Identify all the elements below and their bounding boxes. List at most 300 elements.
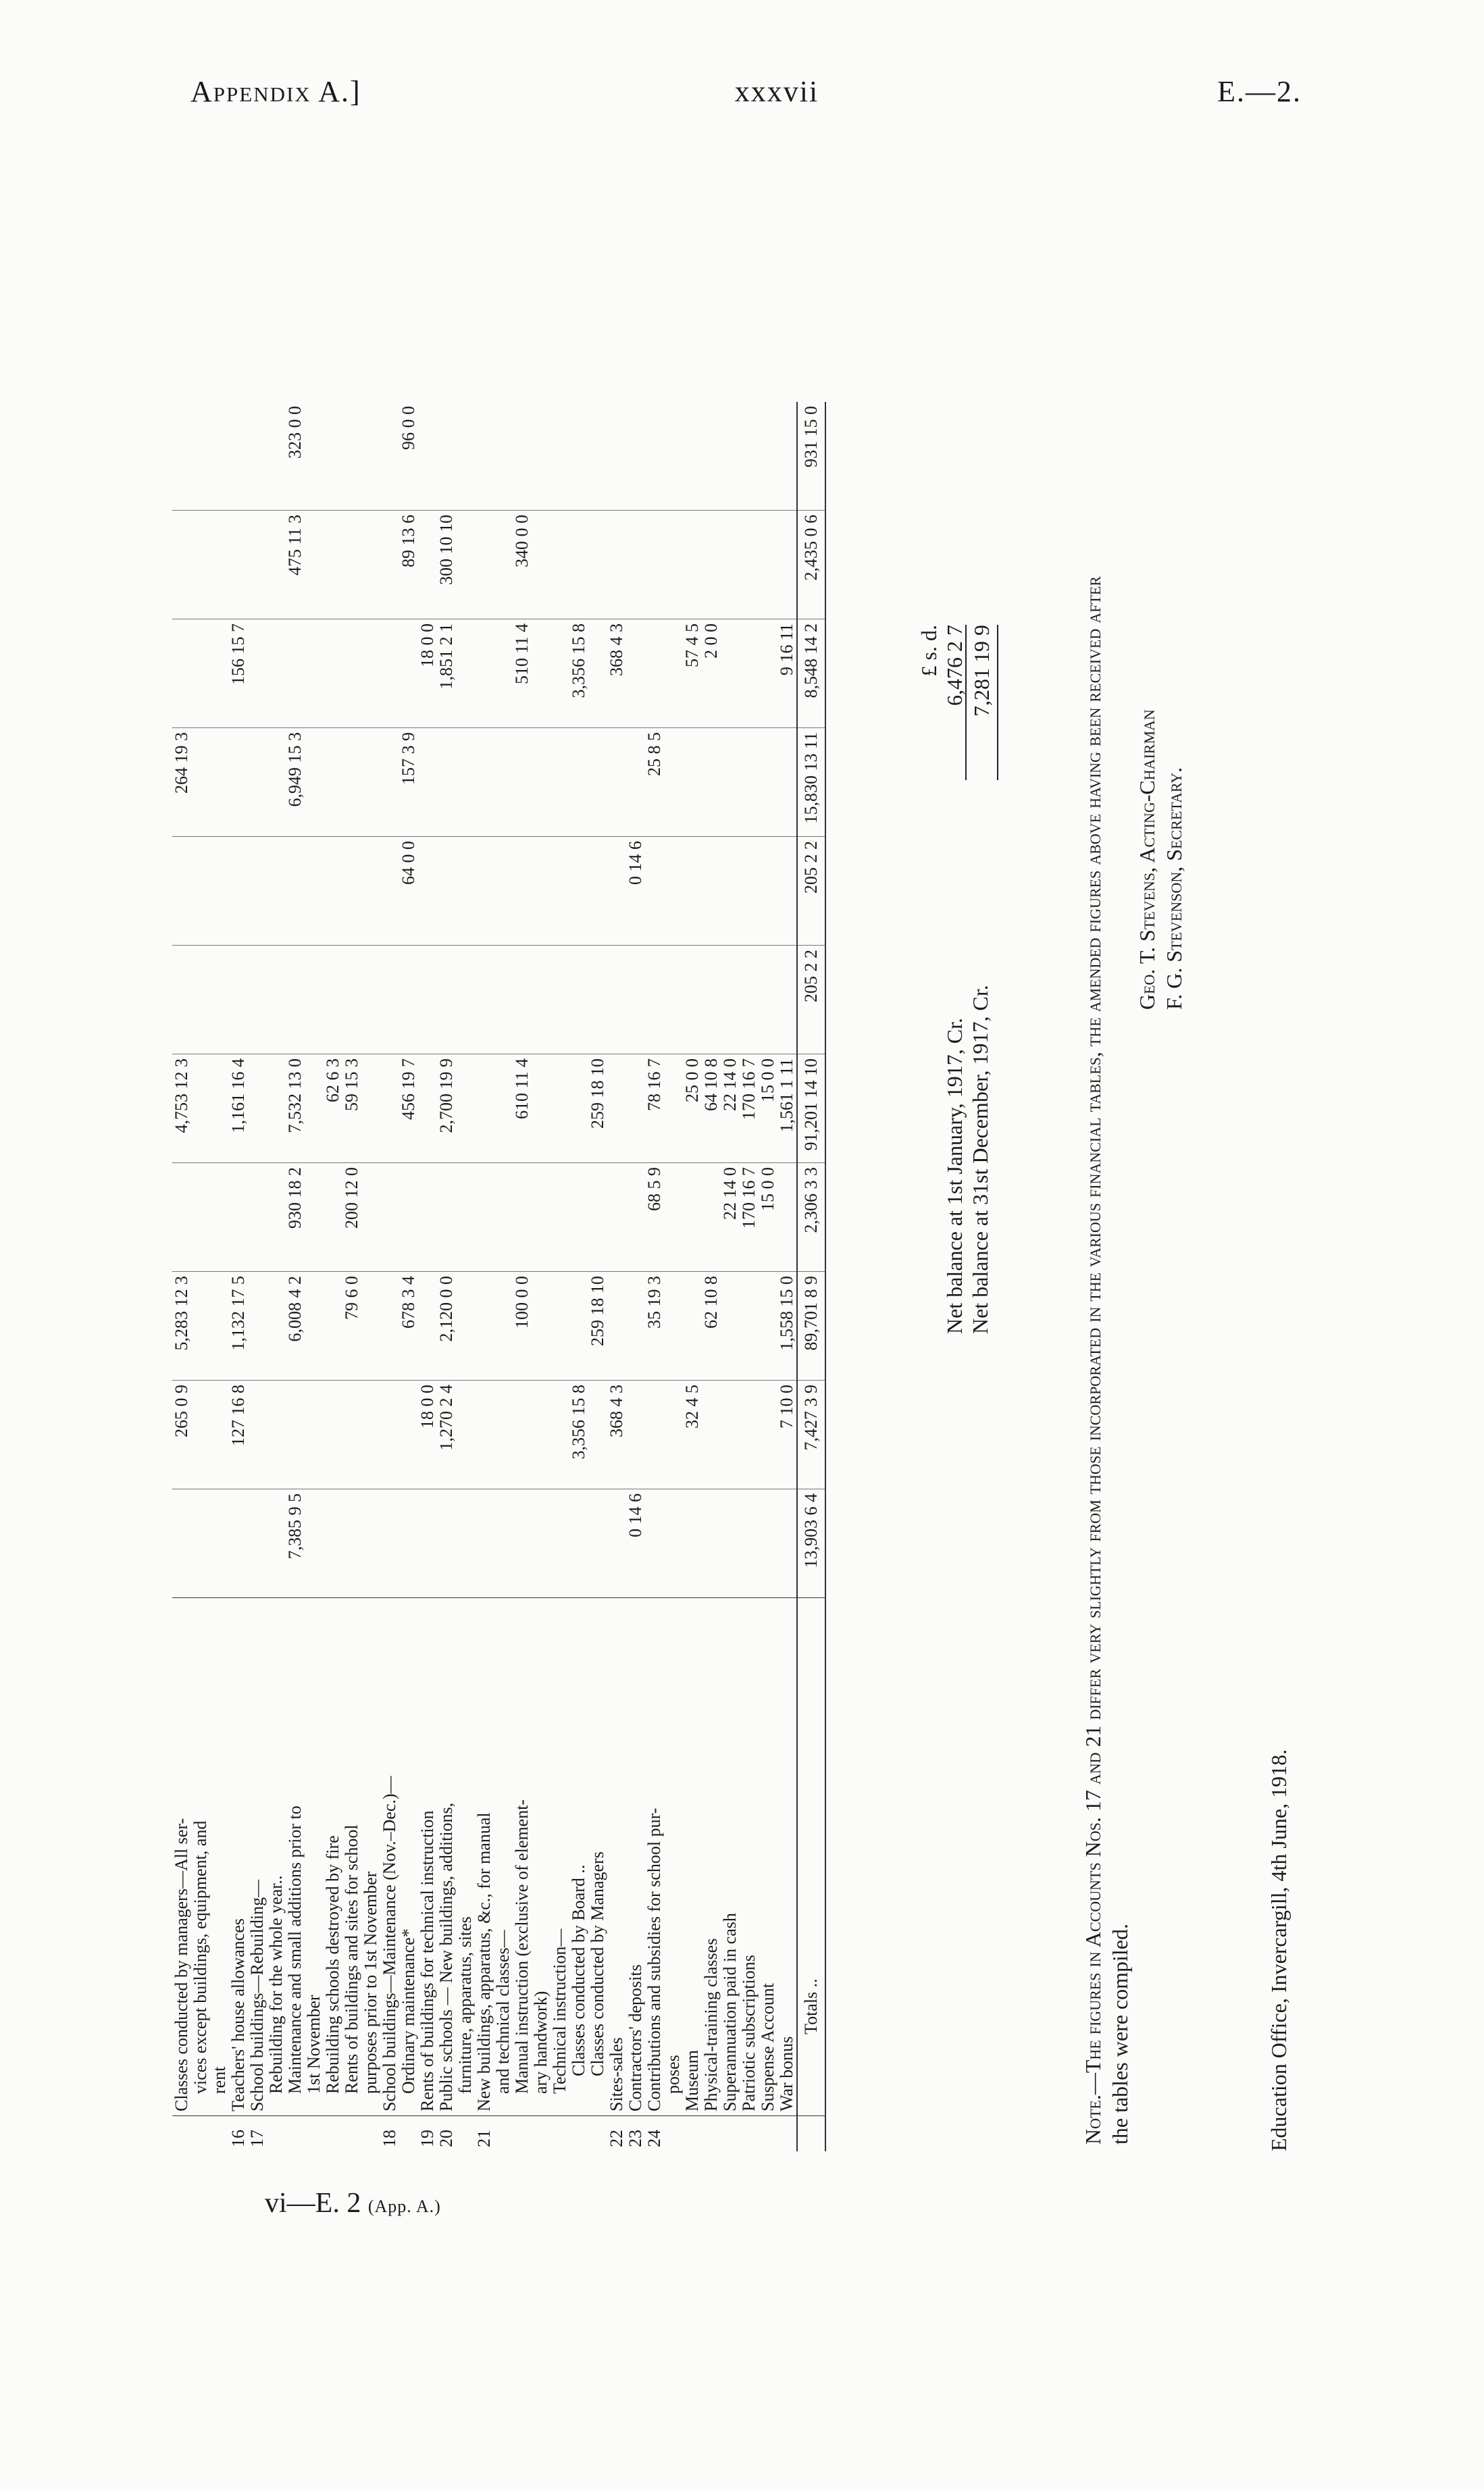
amount-cell [267, 946, 286, 1054]
amount-cell [324, 728, 342, 837]
account-description [229, 1598, 248, 2116]
amount-cell: 368 4 3 [607, 619, 626, 728]
account-number [588, 2116, 607, 2152]
account-number [759, 2116, 777, 2152]
description-text: Superannuation paid in cash [720, 1913, 740, 2111]
amount-cell [437, 1489, 456, 1598]
amount-cell [588, 619, 607, 728]
table-row [342, 402, 361, 2151]
note-line-2: the tables were compiled. [1108, 1924, 1132, 2145]
description-text: Classes conducted by Board .. [569, 1864, 588, 2076]
description-text: furniture, apparatus, sites [455, 1916, 475, 2094]
account-number [513, 2116, 532, 2152]
amount-cell [607, 402, 626, 511]
amount-cell [267, 1381, 286, 1489]
amount-cell [229, 728, 248, 837]
amount-cell [494, 1054, 513, 1163]
amount-cell: 89 13 6 [399, 511, 418, 619]
amount-cell: 18 0 0 [418, 619, 437, 728]
amount-cell: 3,356 15 8 [569, 1381, 588, 1489]
description-text: ary handwork) [531, 1991, 551, 2094]
amount-cell [248, 1163, 267, 1272]
amount-cell [569, 1489, 588, 1598]
amount-cell [342, 728, 361, 837]
totals-cell: 205 2 2 [797, 837, 825, 946]
amount-cell [210, 402, 229, 511]
amount-cell [342, 619, 361, 728]
amount-cell [740, 402, 759, 511]
totals-cell: 931 15 0 [797, 402, 825, 511]
account-number [191, 2116, 210, 2152]
amount-cell: 22 14 0 [721, 1054, 740, 1163]
totals-cell: 2,435 0 6 [797, 511, 825, 619]
account-number [399, 2116, 418, 2152]
amount-cell [626, 1272, 645, 1381]
amount-cell [721, 511, 740, 619]
amount-cell [683, 511, 702, 619]
amount-cell [267, 1272, 286, 1381]
amount-cell: 610 11 4 [513, 1054, 532, 1163]
description-text: School buildings—Rebuilding— [247, 1879, 267, 2111]
description-text: Suspense Account [758, 1983, 777, 2111]
amount-cell: 0 14 6 [626, 1489, 645, 1598]
amount-cell: 259 18 10 [588, 1272, 607, 1381]
table-row [513, 402, 532, 2151]
amount-cell [626, 511, 645, 619]
amount-cell: 15 0 0 [759, 1054, 777, 1163]
amount-cell: 259 18 10 [588, 1054, 607, 1163]
description-text: Teachers' house allowances [228, 1918, 248, 2111]
account-number: 19 [418, 2116, 437, 2152]
net-balance-1917-dec: Net balance at 31st December, 1917, Cr. [968, 985, 992, 1334]
totals-cell: 91,201 14 10 [797, 1054, 825, 1163]
table-row [248, 402, 267, 2151]
account-number [721, 2116, 740, 2152]
account-description [551, 1598, 569, 2116]
amount-cell [418, 402, 437, 511]
amount-cell [664, 1163, 683, 1272]
amount-cell [532, 1381, 551, 1489]
amount-cell [551, 511, 569, 619]
amount-cell [210, 1489, 229, 1598]
amount-cell [248, 837, 267, 946]
account-number [494, 2116, 513, 2152]
amount-cell [380, 619, 399, 728]
amount-cell [305, 1163, 324, 1272]
amount-cell [721, 619, 740, 728]
account-description [437, 1598, 456, 2116]
totals-label: Totals .. [797, 1598, 825, 2116]
amount-cell [342, 1381, 361, 1489]
amount-cell [324, 1489, 342, 1598]
amount-cell [437, 837, 456, 946]
amount-cell [361, 837, 380, 946]
amount-cell [702, 1489, 721, 1598]
description-text: Rents of buildings for technical instruction [417, 1810, 437, 2111]
amount-cell [626, 946, 645, 1054]
amount-cell: 170 16 7 [740, 1054, 759, 1163]
table-row [324, 402, 342, 2151]
amount-cell [494, 619, 513, 728]
amount-cell [759, 402, 777, 511]
amount-cell [456, 1381, 475, 1489]
amount-cell [418, 1489, 437, 1598]
account-number [210, 2116, 229, 2152]
amount-cell [361, 1163, 380, 1272]
amount-cell [191, 619, 210, 728]
description-text: Manual instruction (exclusive of element- [512, 1799, 532, 2094]
amount-cell [418, 1272, 437, 1381]
amount-cell: 264 19 3 [172, 728, 191, 837]
amount-cell [248, 402, 267, 511]
table-row [702, 402, 721, 2151]
table-row [210, 402, 229, 2151]
table-row [437, 402, 456, 2151]
amount-cell [664, 1054, 683, 1163]
amount-cell [456, 619, 475, 728]
account-description [569, 1598, 588, 2116]
amount-cell: 64 0 0 [399, 837, 418, 946]
account-number [740, 2116, 759, 2152]
amount-cell [551, 728, 569, 837]
amount-cell: 1,558 15 0 [777, 1272, 797, 1381]
amount-cell: 25 0 0 [683, 1054, 702, 1163]
description-text: Ordinary maintenance* [399, 1928, 418, 2094]
amount-cell [380, 1272, 399, 1381]
account-description [324, 1598, 342, 2116]
account-number [324, 2116, 342, 2152]
amount-cell [248, 1272, 267, 1381]
amount-cell [702, 511, 721, 619]
account-description [456, 1598, 475, 2116]
account-description [380, 1598, 399, 2116]
description-text: Classes conducted by managers—All ser- [172, 1818, 191, 2111]
amount-cell [740, 728, 759, 837]
amount-cell [607, 946, 626, 1054]
table-row [683, 402, 702, 2151]
account-description [305, 1598, 324, 2116]
description-text: purposes prior to 1st November [361, 1871, 380, 2094]
amount-cell [777, 511, 797, 619]
header-appendix: Appendix A.] [190, 75, 361, 108]
description-text: Contractors' deposits [625, 1964, 645, 2111]
amount-cell [551, 402, 569, 511]
amount-cell [399, 1163, 418, 1272]
amount-cell [286, 837, 305, 946]
amount-cell [777, 946, 797, 1054]
amount-cell: 22 14 0 [721, 1163, 740, 1272]
amount-cell [740, 946, 759, 1054]
description-text: Rents of buildings and sites for school [342, 1824, 361, 2094]
amount-cell [324, 837, 342, 946]
description-text: New buildings, apparatus, &c., for manual [474, 1812, 494, 2111]
amount-cell [607, 1163, 626, 1272]
totals-cell: 205 2 2 [797, 946, 825, 1054]
amount-cell [305, 402, 324, 511]
amount-cell: 1,851 2 1 [437, 619, 456, 728]
amount-cell [759, 1381, 777, 1489]
description-text: Rebuilding for the whole year.. [266, 1875, 286, 2094]
amount-cell [248, 1489, 267, 1598]
amount-cell [342, 837, 361, 946]
signature-label: vi—E. 2 [265, 2188, 361, 2219]
amount-cell [664, 728, 683, 837]
amount-cell: 170 16 7 [740, 1163, 759, 1272]
signatory-chairman: Geo. T. Stevens, Acting-Chairman [1135, 709, 1159, 1010]
amount-cell [418, 837, 437, 946]
amount-cell [683, 402, 702, 511]
account-number [456, 2116, 475, 2152]
amount-cell [721, 946, 740, 1054]
table-body [172, 402, 797, 2151]
amount-cell [456, 1054, 475, 1163]
totals-cell: 13,903 6 4 [797, 1489, 825, 1598]
amount-cell [361, 511, 380, 619]
amount-cell [551, 1381, 569, 1489]
table-row [759, 402, 777, 2151]
amount-cell [777, 728, 797, 837]
amount-cell [437, 1163, 456, 1272]
appendix-label: (App. A.) [367, 2197, 441, 2216]
account-number [286, 2116, 305, 2152]
amount-cell [475, 1054, 494, 1163]
amount-cell: 57 4 5 [683, 619, 702, 728]
amount-cell [532, 946, 551, 1054]
account-description [721, 1598, 740, 2116]
account-description [513, 1598, 532, 2116]
account-number [702, 2116, 721, 2152]
table-row [267, 402, 286, 2151]
amount-cell [172, 837, 191, 946]
amount-cell [532, 402, 551, 511]
account-description [740, 1598, 759, 2116]
table-row [721, 402, 740, 2151]
amount-cell [475, 728, 494, 837]
amount-cell [645, 511, 664, 619]
note-line-1: Note.—The figures in Accounts Nos. 17 and 21 differ very slightly from those incorporated in the various financial tables, the amended figures above having been received after [1081, 576, 1105, 2145]
totals-cell: 2,306 3 3 [797, 1163, 825, 1272]
amount-cell [759, 946, 777, 1054]
amount-cell [513, 1163, 532, 1272]
amount-cell [248, 728, 267, 837]
amount-cell [210, 1054, 229, 1163]
amount-cell [456, 511, 475, 619]
amount-cell [740, 837, 759, 946]
table-row [399, 402, 418, 2151]
account-number [342, 2116, 361, 2152]
amount-cell [551, 1272, 569, 1381]
account-number [305, 2116, 324, 2152]
amount-cell: 265 0 9 [172, 1381, 191, 1489]
amount-cell [532, 1054, 551, 1163]
account-description [399, 1598, 418, 2116]
account-description [607, 1598, 626, 2116]
amount-cell [759, 1272, 777, 1381]
amount-cell: 68 5 9 [645, 1163, 664, 1272]
amount-cell [248, 619, 267, 728]
amount-cell [588, 511, 607, 619]
description-text: War bonus [777, 2036, 796, 2111]
amount-cell [210, 946, 229, 1054]
amount-cell [229, 837, 248, 946]
description-text: vices except buildings, equipment, and [190, 1820, 210, 2094]
financial-table [172, 402, 826, 2151]
account-number: 20 [437, 2116, 456, 2152]
amount-cell [456, 728, 475, 837]
amount-cell [267, 1163, 286, 1272]
amount-cell: 200 12 0 [342, 1163, 361, 1272]
amount-cell [569, 728, 588, 837]
account-description [683, 1598, 702, 2116]
amount-cell [475, 1163, 494, 1272]
account-number: 17 [248, 2116, 267, 2152]
amount-cell: 7,532 13 0 [286, 1054, 305, 1163]
amount-cell [626, 728, 645, 837]
account-description [172, 1598, 191, 2116]
amount-cell [626, 1381, 645, 1489]
amount-cell [229, 402, 248, 511]
amount-cell [361, 1381, 380, 1489]
amount-cell: 300 10 10 [437, 511, 456, 619]
amount-cell [399, 1489, 418, 1598]
account-number [361, 2116, 380, 2152]
amount-cell [588, 728, 607, 837]
amount-cell: 35 19 3 [645, 1272, 664, 1381]
amount-cell [324, 946, 342, 1054]
amount-cell [305, 1272, 324, 1381]
amount-cell [210, 1272, 229, 1381]
account-description [588, 1598, 607, 2116]
amount-cell [361, 728, 380, 837]
table-row [229, 402, 248, 2151]
account-number [532, 2116, 551, 2152]
amount-cell [305, 837, 324, 946]
amount-cell: 15 0 0 [759, 1163, 777, 1272]
amount-cell [569, 1163, 588, 1272]
amount-cell: 18 0 0 [418, 1381, 437, 1489]
amount-cell [551, 1054, 569, 1163]
amount-cell [626, 402, 645, 511]
account-number [551, 2116, 569, 2152]
amount-cell [305, 1054, 324, 1163]
amount-cell [305, 728, 324, 837]
amount-cell [683, 1163, 702, 1272]
amount-cell [569, 837, 588, 946]
amount-cell: 7 10 0 [777, 1381, 797, 1489]
amount-cell [191, 946, 210, 1054]
description-text: rent [209, 2066, 229, 2094]
amount-cell [210, 728, 229, 837]
amount-cell [399, 1381, 418, 1489]
amount-cell [191, 728, 210, 837]
amount-cell [664, 511, 683, 619]
account-description [702, 1598, 721, 2116]
currency-heading: £ s. d. [917, 625, 941, 677]
amount-cell [456, 1163, 475, 1272]
amount-cell: 340 0 0 [513, 511, 532, 619]
amount-cell: 25 8 5 [645, 728, 664, 837]
amount-cell [191, 837, 210, 946]
account-number: 21 [475, 2116, 494, 2152]
amount-cell: 9 16 11 [777, 619, 797, 728]
amount-cell [324, 511, 342, 619]
amount-cell [342, 946, 361, 1054]
description-text: Technical instruction— [550, 1928, 569, 2094]
amount-cell [702, 946, 721, 1054]
amount-cell [191, 1489, 210, 1598]
amount-cell [418, 511, 437, 619]
amount-cell [664, 837, 683, 946]
table-row [626, 402, 645, 2151]
description-text: Public schools — New buildings, additions, [436, 1802, 456, 2111]
amount-cell [664, 1489, 683, 1598]
amount-cell [607, 728, 626, 837]
amount-cell [513, 402, 532, 511]
amount-cell [172, 511, 191, 619]
page-number: xxxvii [734, 75, 819, 108]
amount-cell [191, 402, 210, 511]
amount-cell [380, 511, 399, 619]
amount-cell [172, 1489, 191, 1598]
amount-cell [210, 1163, 229, 1272]
amount-cell [494, 1272, 513, 1381]
account-description [475, 1598, 494, 2116]
amount-cell [418, 946, 437, 1054]
account-description [342, 1598, 361, 2116]
amount-cell: 2 0 0 [702, 619, 721, 728]
amount-cell [305, 946, 324, 1054]
amount-cell [305, 511, 324, 619]
amount-cell [683, 946, 702, 1054]
amount-cell: 64 10 8 [702, 1054, 721, 1163]
amount-cell: 7,385 9 5 [286, 1489, 305, 1598]
totals-num [797, 2116, 825, 2152]
amount-cell [588, 402, 607, 511]
account-number: 22 [607, 2116, 626, 2152]
amount-cell: 62 6 3 [324, 1054, 342, 1163]
account-description [418, 1598, 437, 2116]
header-section: E.—2. [1217, 75, 1302, 108]
amount-cell [456, 402, 475, 511]
description-text: Classes conducted by Managers [588, 1851, 607, 2076]
description-text: poses [663, 2055, 683, 2094]
amount-cell [664, 402, 683, 511]
amount-cell [456, 837, 475, 946]
description-text: Physical-training classes [701, 1938, 721, 2111]
net-balance-1917-jan-value: 6,476 2 7 [942, 625, 967, 706]
amount-cell [475, 837, 494, 946]
amount-cell [645, 402, 664, 511]
amount-cell [664, 1272, 683, 1381]
amount-cell [740, 1381, 759, 1489]
net-balance-1917-dec-value: 7,281 19 9 [965, 625, 998, 780]
net-balance-1917-jan: Net balance at 1st January, 1917, Cr. [942, 1017, 967, 1334]
table-row [172, 402, 191, 2151]
table-row [191, 402, 210, 2151]
amount-cell [532, 1489, 551, 1598]
amount-cell [759, 1489, 777, 1598]
table-row [305, 402, 324, 2151]
amount-cell: 156 15 7 [229, 619, 248, 728]
amount-cell [532, 1163, 551, 1272]
amount-cell [305, 1489, 324, 1598]
totals-body [797, 402, 825, 2151]
account-description [210, 1598, 229, 2116]
amount-cell [645, 946, 664, 1054]
amount-cell [437, 728, 456, 837]
account-number: 16 [229, 2116, 248, 2152]
amount-cell [324, 1163, 342, 1272]
